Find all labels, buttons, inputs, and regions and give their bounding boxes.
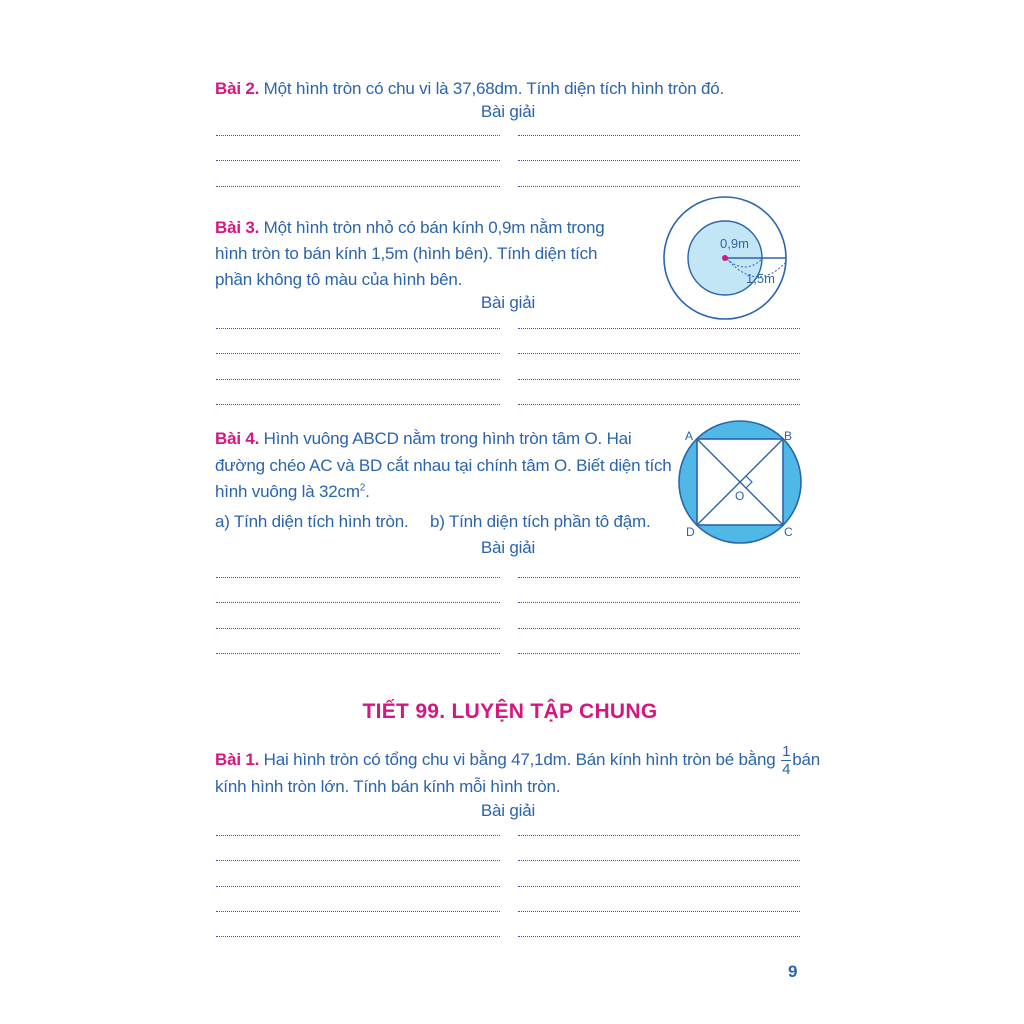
bai4-area-text: hình vuông là 32cm bbox=[215, 482, 360, 501]
answer-line bbox=[216, 628, 500, 629]
bai4-area-exponent: 2 bbox=[359, 482, 366, 494]
large-radius-label: 1,5m bbox=[746, 271, 775, 286]
bai1-text-line1: Hai hình tròn có tổng chu vi bằng 47,1dm. Bán kính hình tròn bé bằng bbox=[259, 750, 781, 769]
answer-line bbox=[518, 353, 800, 354]
bai3-text-line3: phần không tô màu của hình bên. bbox=[215, 270, 463, 289]
answer-line bbox=[518, 835, 800, 836]
answer-line bbox=[216, 135, 500, 136]
fraction-one-quarter bbox=[781, 743, 791, 778]
answer-line bbox=[216, 379, 500, 380]
bai3-text-line2: hình tròn to bán kính 1,5m (hình bên). Tính diện tích bbox=[215, 244, 598, 263]
bai4-part-b: b) Tính diện tích phần tô đậm. bbox=[430, 512, 651, 531]
bai3-concentric-circles-figure bbox=[660, 193, 810, 325]
bai4-question-line1 bbox=[215, 426, 632, 452]
bai4-solution-heading: Bài giải bbox=[480, 538, 536, 557]
answer-line bbox=[518, 911, 800, 912]
vertex-b-label: B bbox=[784, 429, 793, 443]
answer-line bbox=[216, 911, 500, 912]
bai4-area-period: . bbox=[365, 482, 370, 501]
bai4-square-in-circle-figure bbox=[676, 420, 806, 550]
answer-line bbox=[216, 328, 500, 329]
bai1-text-line1-end: bán bbox=[792, 750, 820, 769]
answer-line bbox=[216, 602, 500, 603]
answer-line bbox=[216, 860, 500, 861]
bai4-label: Bài 4. bbox=[215, 429, 260, 448]
answer-line bbox=[518, 186, 800, 187]
bai3-question-line1 bbox=[215, 215, 605, 241]
bai2-text: Một hình tròn có chu vi là 37,68dm. Tính diện tích hình tròn đó. bbox=[259, 79, 725, 98]
answer-line bbox=[216, 186, 500, 187]
answer-line bbox=[216, 160, 500, 161]
bai1-label: Bài 1. bbox=[215, 750, 260, 769]
answer-line bbox=[216, 353, 500, 354]
answer-line bbox=[216, 886, 500, 887]
answer-line bbox=[518, 577, 800, 578]
fraction-numerator: 1 bbox=[782, 743, 791, 761]
answer-line bbox=[518, 886, 800, 887]
page-number: 9 bbox=[788, 962, 798, 981]
answer-line bbox=[216, 404, 500, 405]
bai1-text-line2: kính hình tròn lớn. Tính bán kính mỗi hình tròn. bbox=[215, 777, 561, 796]
bai4-text-line3 bbox=[215, 479, 370, 505]
answer-line bbox=[518, 404, 800, 405]
bai3-solution-heading: Bài giải bbox=[480, 293, 536, 312]
answer-line bbox=[518, 860, 800, 861]
answer-line bbox=[216, 577, 500, 578]
vertex-c-label: C bbox=[784, 525, 793, 539]
answer-line bbox=[216, 653, 500, 654]
answer-line bbox=[216, 936, 500, 937]
answer-line bbox=[518, 379, 800, 380]
answer-line bbox=[518, 628, 800, 629]
bai2-label: Bài 2. bbox=[215, 79, 260, 98]
bai1-solution-heading: Bài giải bbox=[480, 801, 536, 820]
bai3-text-line1: Một hình tròn nhỏ có bán kính 0,9m nằm trong bbox=[259, 218, 605, 237]
bai3-label: Bài 3. bbox=[215, 218, 260, 237]
vertex-a-label: A bbox=[685, 429, 694, 443]
answer-line bbox=[518, 160, 800, 161]
answer-line bbox=[518, 135, 800, 136]
vertex-d-label: D bbox=[686, 525, 695, 539]
bai4-text-line1: Hình vuông ABCD nằm trong hình tròn tâm O. Hai bbox=[259, 429, 632, 448]
answer-line bbox=[518, 328, 800, 329]
answer-line bbox=[518, 936, 800, 937]
center-o-label: O bbox=[735, 489, 745, 503]
section-title: TIẾT 99. LUYỆN TẬP CHUNG bbox=[362, 700, 658, 723]
bai4-part-a: a) Tính diện tích hình tròn. bbox=[215, 512, 409, 531]
center-point bbox=[722, 255, 728, 261]
answer-line bbox=[216, 835, 500, 836]
bai4-text-line2: đường chéo AC và BD cắt nhau tại chính tâm O. Biết diện tích bbox=[215, 456, 672, 475]
answer-line bbox=[518, 602, 800, 603]
fraction-denominator: 4 bbox=[782, 761, 791, 779]
bai2-solution-heading: Bài giải bbox=[480, 102, 536, 121]
answer-line bbox=[518, 653, 800, 654]
small-radius-label: 0,9m bbox=[720, 236, 749, 251]
